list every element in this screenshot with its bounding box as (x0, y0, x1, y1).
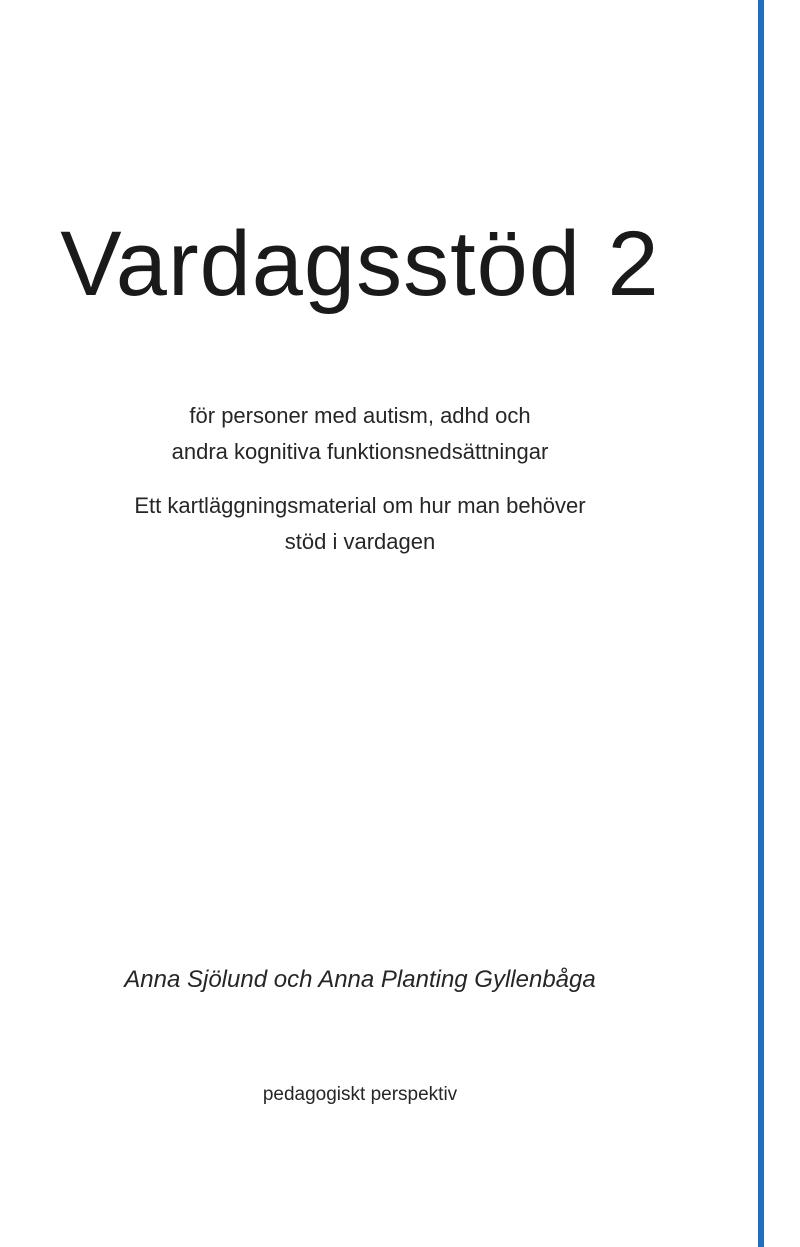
book-title: Vardagsstöd 2 (60, 213, 660, 315)
book-authors: Anna Sjölund och Anna Planting Gyllenbåga (124, 966, 596, 993)
subtitle-description-line-2: stöd i vardagen (284, 529, 436, 554)
subtitle-target-group-line-2: andra kognitiva funktionsnedsättningar (171, 439, 549, 464)
publisher-name: pedagogiskt perspektiv (262, 1084, 458, 1105)
subtitle-description (0, 488, 720, 560)
subtitle-target-group (0, 398, 720, 470)
subtitle-description-line-1: Ett kartläggningsmaterial om hur man behöver (134, 493, 586, 518)
spine-accent-line (758, 0, 764, 1247)
subtitle-target-group-line-1: för personer med autism, adhd och (189, 403, 531, 428)
